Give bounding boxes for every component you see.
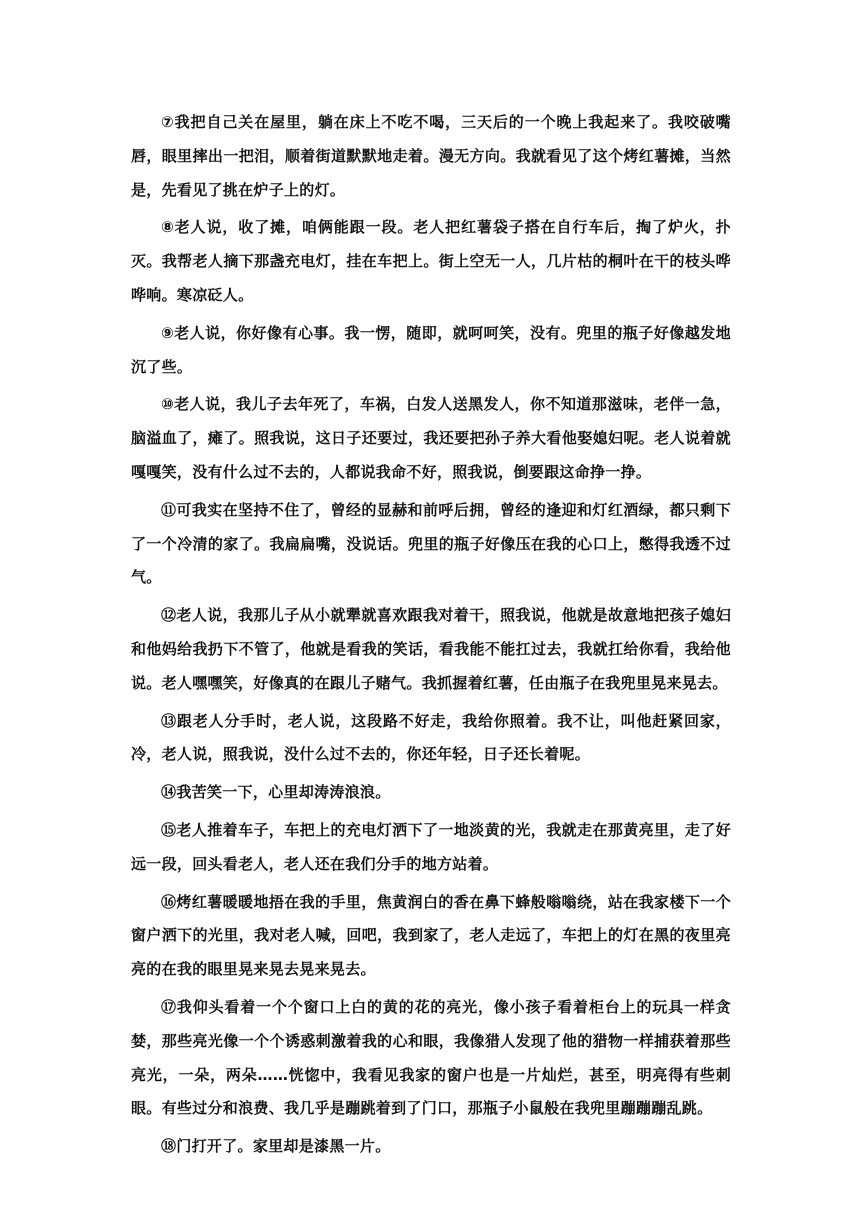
paragraph-text: 我苦笑一下，心里却涛涛浪浪。 [176,783,391,802]
paragraph-number: ⑫ [161,606,177,625]
paragraph-15 [131,814,731,882]
paragraph-text: 跟老人分手时，老人说，这段路不好走，我给你照着。我不让，叫他赶紧回家，冷，老人说，照我说，没什么过不去的，你还年轻，日子还长着呢。 [131,711,731,764]
paragraph-12 [131,599,731,700]
paragraph-text: 老人推着车子，车把上的充电灯洒下了一地淡黄的光，我就走在那黄亮里，走了好远一段，回头看老人，老人还在我们分手的地方站着。 [131,820,731,873]
paragraph-7 [131,106,731,207]
paragraph-number: ⑮ [161,820,177,839]
paragraph-number: ⑩ [161,395,175,414]
paragraph-text: 老人说，我儿子去年死了，车祸，白发人送黑发人，你不知道那滋味，老伴一急，脑溢血了，瘫了。照我说，这日子还要过，我还要把孙子养大看他娶媳妇呢。老人说着就嘎嘎笑，没有什么过不去的，人都说我命不好，照我说，倒要跟这命挣一挣。 [131,395,731,481]
paragraph-11 [131,494,731,595]
paragraph-number: ⑯ [161,892,177,911]
paragraph-text: 烤红薯暖暖地捂在我的手里，焦黄润白的香在鼻下蜂般嗡嗡绕，站在我家楼下一个窗户洒下的光里，我对老人喊，回吧，我到家了，老人走远了，车把上的灯在黑的夜里亮亮的在我的眼里晃来晃去晃来晃去。 [131,892,731,979]
paragraph-number: ⑬ [161,711,177,730]
paragraph-text: 我仰头看着一个个窗口上白的黄的花的亮光，像小孩子看着柜台上的玩具一样贪婪，那些亮光像一个个诱惑刺激着我的心和眼，我像猎人发现了他的猎物一样捕获着那些亮光，一朵，两朵……恍惚中，我看见我家的窗户也是一片灿烂，甚至，明亮得有些刺眼。有些过分和浪费、我几乎是蹦跳着到了门口，那瓶子小鼠般在我兜里蹦蹦蹦乱跳。 [131,997,731,1118]
paragraph-number: ⑧ [161,218,175,237]
paragraph-17 [131,991,731,1126]
paragraph-18 [131,1130,731,1164]
paragraph-14 [131,776,731,810]
paragraph-text: 可我实在坚持不住了，曾经的显赫和前呼后拥，曾经的逢迎和灯红酒绿，都只剩下了一个冷清的家了。我扁扁嘴，没说话。兜里的瓶子好像压在我的心口上，憋得我透不过气。 [131,500,731,587]
paragraph-text: 老人说，收了摊，咱俩能跟一段。老人把红薯袋子搭在自行车后，掏了炉火，扑灭。我帮老人摘下那盏充电灯，挂在车把上。街上空无一人，几片枯的桐叶在干的枝头哗哗响。寒凉砭人。 [131,218,731,304]
paragraph-16 [131,886,731,987]
paragraph-9 [131,317,731,385]
paragraph-text: 门打开了。家里却是漆黑一片。 [176,1137,391,1156]
paragraph-number: ⑭ [161,783,177,802]
paragraph-number: ⑱ [161,1137,177,1156]
article-body [131,106,731,1168]
paragraph-number: ⑰ [161,997,177,1016]
paragraph-13 [131,705,731,773]
paragraph-10 [131,388,731,489]
paragraph-text: 老人说，你好像有心事。我一愣，随即，就呵呵笑，没有。兜里的瓶子好像越发地沉了些。 [131,323,731,376]
paragraph-number: ⑪ [161,500,177,519]
paragraph-text: 我把自己关在屋里，躺在床上不吃不喝，三天后的一个晚上我起来了。我咬破嘴唇，眼里摔出一把泪，顺着街道默默地走着。漫无方向。我就看见了这个烤红薯摊，当然是，先看见了挑在炉子上的灯。 [131,113,731,199]
paragraph-number: ⑦ [161,113,175,131]
paragraph-8 [131,211,731,312]
paragraph-text: 老人说，我那儿子从小就犟就喜欢跟我对着干，照我说，他就是故意地把孩子媳妇和他妈给我扔下不管了，他就是看我的笑话，看我能不能扛过去，我就扛给你看，我给他说。老人嘿嘿笑，好像真的在跟儿子赌气。我抓握着红薯，任由瓶子在我兜里晃来晃去。 [131,606,731,692]
paragraph-number: ⑨ [161,323,175,342]
